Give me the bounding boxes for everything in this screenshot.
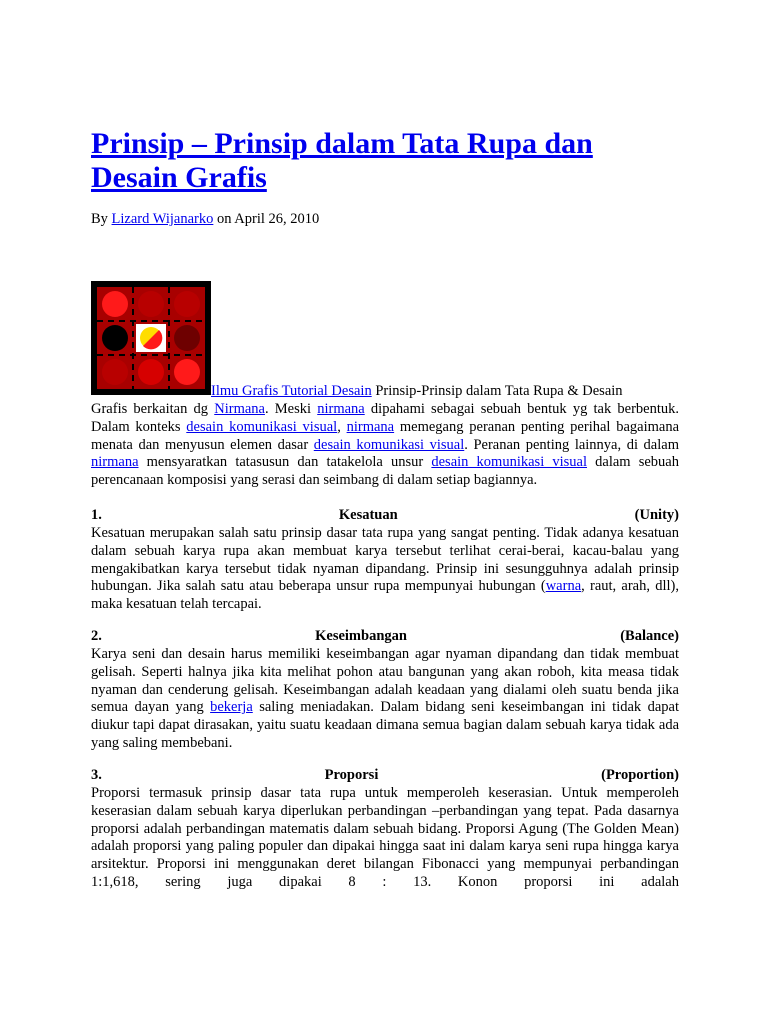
warna-link[interactable]: warna [545, 578, 582, 595]
section-heading-balance [91, 628, 679, 646]
tata-rupa-illustration [91, 281, 211, 395]
section-body-unity [91, 525, 679, 614]
circle-maroon [174, 325, 200, 351]
section-name: Kesatuan [338, 507, 398, 523]
byline-date: on April 26, 2010 [213, 211, 320, 227]
section-number: 2. [91, 628, 102, 644]
nirmana-link[interactable]: nirmana [91, 454, 139, 471]
section-english: (Unity) [634, 507, 679, 523]
section-text: , raut, arah, dll), maka kesatuan telah tercapai. [91, 578, 679, 613]
page-title [91, 127, 679, 195]
dkv-link[interactable]: desain komunikasi visual [313, 436, 465, 453]
section-text: Karya seni dan desain harus memiliki keseimbangan agar nyaman dipandang dan tidak membuat gelisah. Seperti halnya jika kita melihat pohon atau bangunan yang akan roboh, kita measa tidak nyaman dan cenderung gelisah. Keseimbangan adalah keadaan yang dialami oleh suatu benda jika semua dayan yang [91, 646, 679, 716]
section-number: 3. [91, 767, 102, 783]
intro-text: memegang peranan penting perihal bagaimana menata dan menyusun elemen dasar [91, 418, 680, 453]
byline [91, 209, 679, 229]
bekerja-link[interactable]: bekerja [210, 699, 253, 716]
circle-bright-red [102, 291, 128, 317]
dkv-link[interactable]: desain komunikasi visual [431, 454, 588, 471]
intro-category-link[interactable]: Ilmu Grafis Tutorial Desain [211, 383, 372, 399]
section-body-balance [91, 646, 679, 753]
section-text: Proporsi termasuk prinsip dasar tata rupa untuk memperoleh keserasian. Untuk memperoleh keserasian dalam sebuah karya diperlukan perbandingan –perbandingan yang tepat. Pada dasarnya proporsi adalah perbandingan matematis dalam sebuah bidang. Proporsi Agung (The Golden Mean) adalah proporsi yang paling populer dan dipakai hingga saat ini dalam karya seni rupa hingga karya arsitektur. Proporsi ini menggunakan deret bilangan Fibonacci yang mempunyai perbandingan 1:1,618, sering juga dipakai 8 : 13. Konon proporsi ini adalah [91, 785, 679, 890]
section-name: Keseimbangan [315, 628, 407, 644]
intro-paragraph [91, 401, 679, 490]
dkv-link[interactable]: desain komunikasi visual [186, 418, 338, 435]
nirmana-link[interactable]: nirmana [317, 401, 365, 417]
byline-prefix: By [91, 211, 112, 227]
circle-dark-red [174, 291, 200, 317]
author-link[interactable]: Lizard Wijanarko [111, 211, 214, 227]
section-name: Proporsi [324, 767, 379, 783]
section-english: (Balance) [620, 628, 679, 644]
circle-dark-red [138, 291, 164, 317]
section-english: (Proportion) [601, 767, 679, 783]
intro-first-line [211, 383, 679, 401]
intro-text: . Peranan penting lainnya, di dalam [464, 436, 679, 453]
circle-bright-red [174, 359, 200, 385]
nirmana-link[interactable]: Nirmana [214, 401, 265, 417]
section-heading-proportion [91, 767, 679, 785]
nirmana-link[interactable]: nirmana [346, 418, 395, 435]
section-number: 1. [91, 507, 102, 523]
intro-text: dipahami sebagai sebuah bentuk yg tak berbentuk. Dalam konteks [91, 401, 680, 435]
intro-text: mensyaratkan tatasusun dan tatakelola unsur [138, 454, 432, 471]
intro-text: Grafis berkaitan dg [91, 401, 215, 417]
title-link[interactable]: Prinsip – Prinsip dalam Tata Rupa dan Desain Grafis [91, 127, 593, 194]
circle-black [102, 325, 128, 351]
circle-dark-red [102, 359, 128, 385]
intro-first-text: Prinsip-Prinsip dalam Tata Rupa & Desain [371, 383, 623, 399]
intro-text: , [337, 418, 347, 435]
section-heading-unity [91, 507, 679, 525]
section-body-proportion [91, 785, 679, 892]
intro-text: dalam sebuah perencanaan komposisi yang serasi dan seimbang di dalam setiap bagiannya. [91, 454, 679, 489]
section-text: saling meniadakan. Dalam bidang seni keseimbangan ini tidak dapat diukur tapi dapat dirasakan, yaitu suatu keadaan dimana semua bagian dalam sebuah karya tidak ada yang saling membebani. [91, 699, 679, 751]
intro-text: . Meski [264, 401, 318, 417]
section-text: Kesatuan merupakan salah satu prinsip dasar tata rupa yang sangat penting. Tidak adanya kesatuan dalam sebuah karya rupa akan membuat karya tersebut terlihat cerai-berai, kacau-balau yang mengakibatkan karya tersebut tidak nyaman dipandang. Prinsip ini sesungguhnya adalah prinsip hubungan. Jika salah satu atau beberapa unsur rupa mempunyai hubungan ( [91, 525, 679, 595]
circle-red [138, 359, 164, 385]
